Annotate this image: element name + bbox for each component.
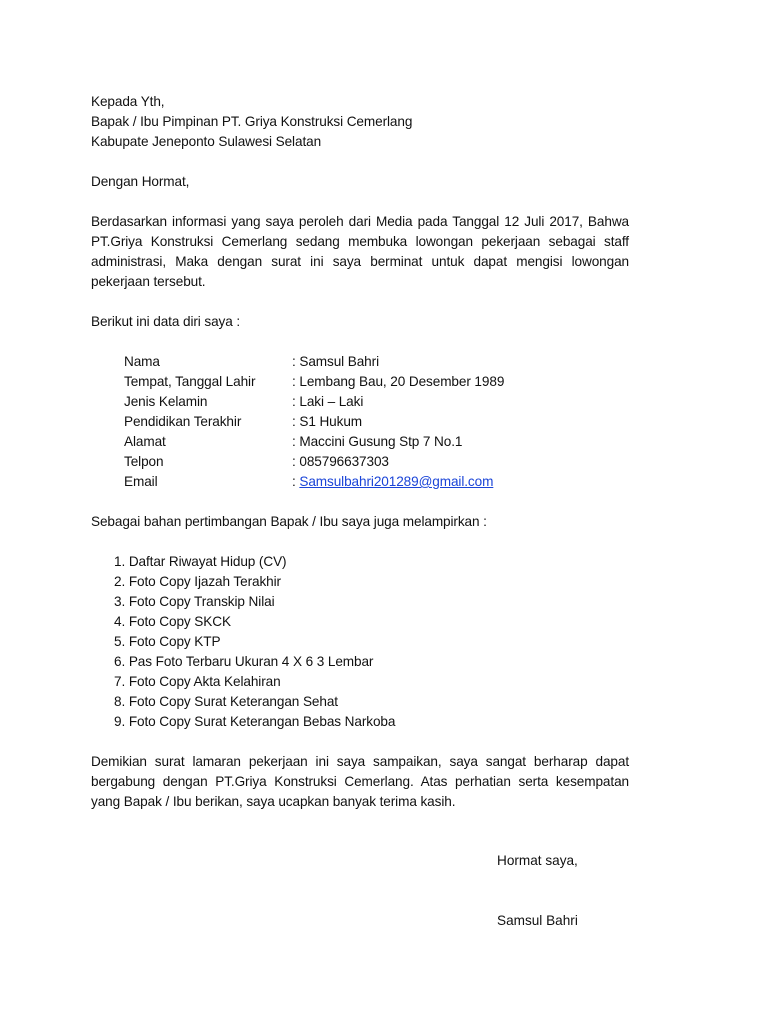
intro-paragraph: Berdasarkan informasi yang saya peroleh dari Media pada Tanggal 12 Juli 2017, Bahwa PT.Griya Konstruksi Cemerlang sedang membuka lowongan pekerjaan sebagai staff administrasi, Maka dengan surat ini saya berminat untuk dapat mengisi lowongan pekerjaan tersebut. [91, 214, 629, 289]
list-item: 2. Foto Copy Ijazah Terakhir [114, 574, 281, 589]
list-item: 8. Foto Copy Surat Keterangan Sehat [114, 694, 338, 709]
field-value: : S1 Hukum [292, 414, 363, 429]
table-row [124, 352, 504, 372]
field-value: : Maccini Gusung Stp 7 No.1 [292, 434, 463, 449]
table-row [124, 452, 504, 472]
list-item: 4. Foto Copy SKCK [114, 614, 231, 629]
closing-paragraph: Demikian surat lamaran pekerjaan ini saya sampaikan, saya sangat berharap dapat bergabung dengan PT.Griya Konstruksi Cemerlang. Atas perhatian serta kesempatan yang Bapak / Ibu berikan, saya ucapkan banyak terima kasih. [91, 754, 629, 809]
field-value: : Samsul Bahri [292, 354, 379, 369]
table-row [124, 412, 504, 432]
table-row [124, 472, 504, 492]
greeting: Dengan Hormat, [91, 174, 190, 189]
field-value: : Lembang Bau, 20 Desember 1989 [292, 374, 505, 389]
email-colon: : [292, 474, 300, 489]
list-item: 3. Foto Copy Transkip Nilai [114, 594, 275, 609]
recipient-line-3: Kabupate Jeneponto Sulawesi Selatan [91, 134, 322, 149]
list-item: 6. Pas Foto Terbaru Ukuran 4 X 6 3 Lembar [114, 654, 374, 669]
list-item: 1. Daftar Riwayat Hidup (CV) [114, 554, 287, 569]
table-row [124, 392, 504, 412]
recipient-line-1: Kepada Yth, [91, 94, 165, 109]
signoff: Hormat saya, [497, 853, 578, 868]
email-link[interactable]: Samsulbahri201289@gmail.com [299, 474, 494, 489]
field-label: Tempat, Tanggal Lahir [124, 374, 256, 389]
signature-name: Samsul Bahri [497, 913, 578, 928]
attachments-heading: Sebagai bahan pertimbangan Bapak / Ibu saya juga melampirkan : [91, 514, 487, 529]
table-row [124, 372, 504, 392]
field-value: : 085796637303 [292, 454, 389, 469]
list-item: 7. Foto Copy Akta Kelahiran [114, 674, 281, 689]
field-label: Telpon [124, 454, 164, 469]
field-label: Nama [124, 354, 160, 369]
field-label: Email [124, 474, 158, 489]
attachments-list [91, 552, 629, 732]
field-value [292, 472, 504, 492]
field-label: Pendidikan Terakhir [124, 414, 242, 429]
field-label: Jenis Kelamin [124, 394, 208, 409]
letter-body [91, 92, 629, 812]
recipient-line-2: Bapak / Ibu Pimpinan PT. Griya Konstruksi Cemerlang [91, 114, 413, 129]
personal-data-table [124, 352, 504, 492]
list-item: 5. Foto Copy KTP [114, 634, 221, 649]
field-label: Alamat [124, 434, 166, 449]
table-row [124, 432, 504, 452]
field-value: : Laki – Laki [292, 394, 364, 409]
personal-data-heading: Berikut ini data diri saya : [91, 314, 241, 329]
list-item: 9. Foto Copy Surat Keterangan Bebas Narkoba [114, 714, 396, 729]
